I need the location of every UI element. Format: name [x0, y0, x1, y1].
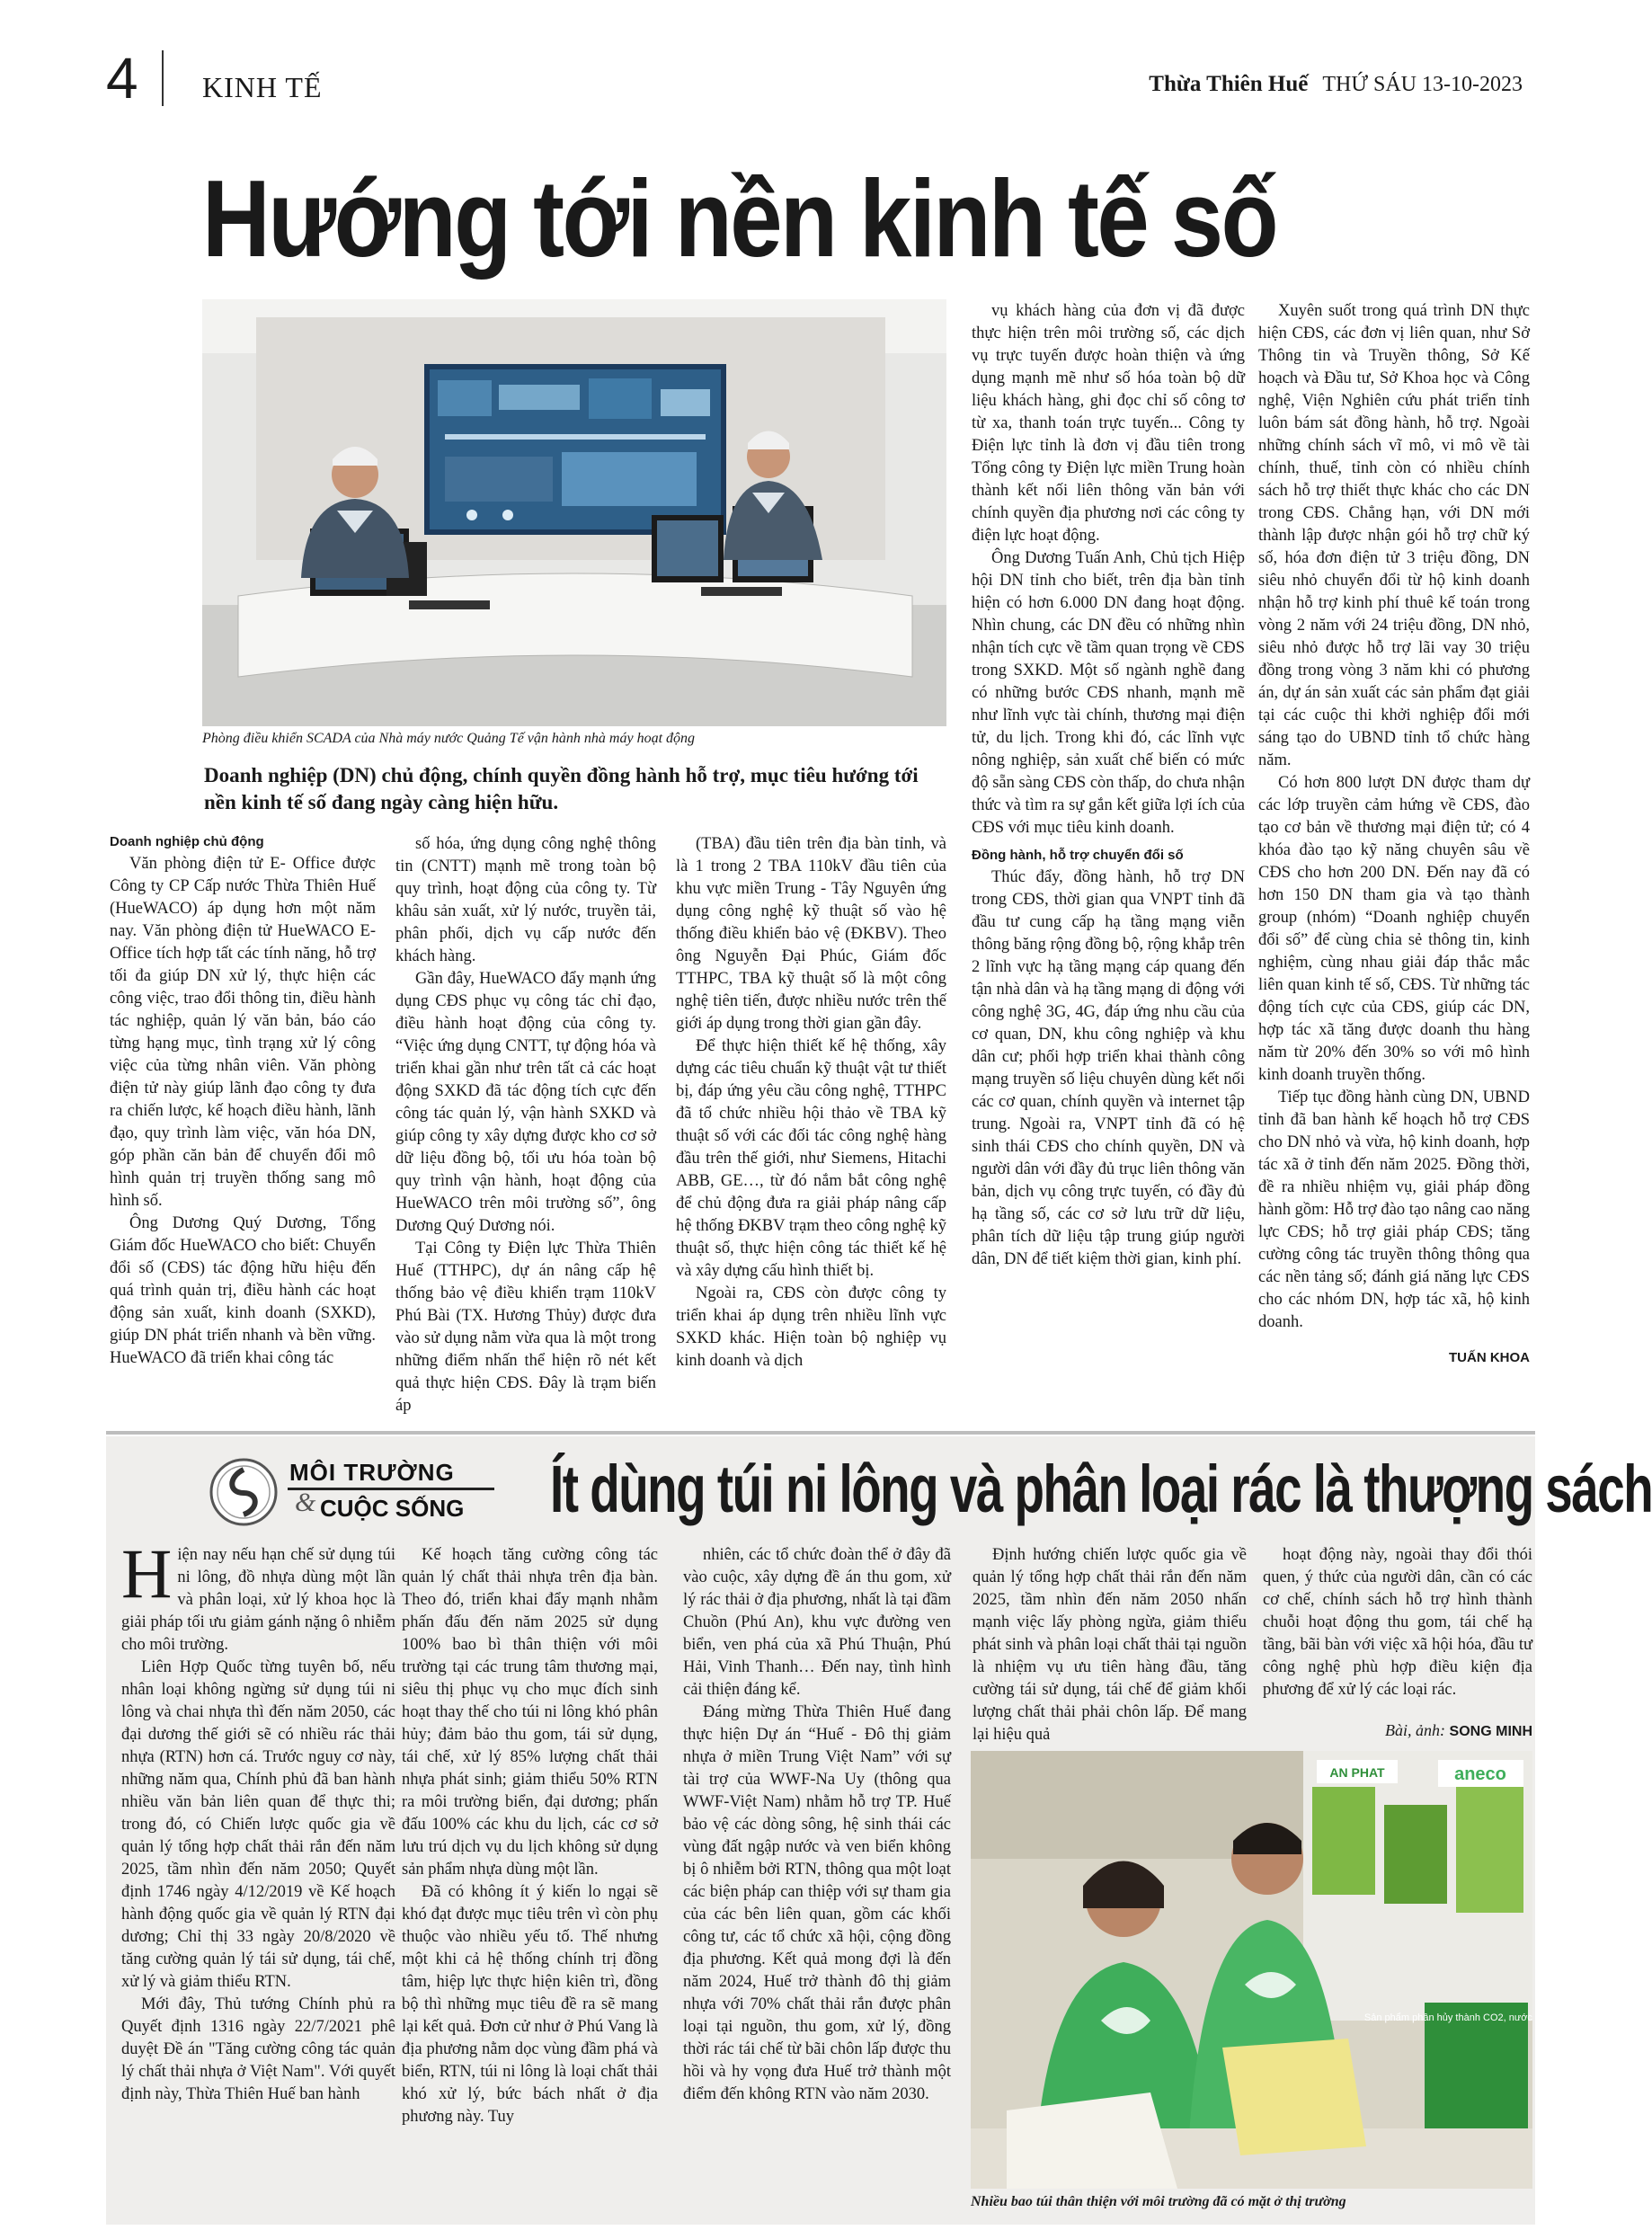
paragraph: nhiên, các tổ chức đoàn thể ở đây đã vào cuộc, xây dựng đề án thu gom, xử lý rác thải ở địa phương, nhất là tại đầm Chuồn (Phú An), khu vực đường ven biển, ven phá của xã Phú Thuận, Phú Hải, Vinh Thanh… Đến nay, tình hình cải thiện đáng kể. — [683, 1546, 951, 1699]
paragraph: Kế hoạch tăng cường công tác quản lý chất thải nhựa trên địa bàn. Theo đó, triển khai đẩy mạnh nhằm phấn đấu đến năm 2025 sử dụng 100% bao bì thân thiện với môi trường tại các trung tâm thương mại, siêu thị phục vụ cho mục đích sinh hoạt thay thế cho túi ni lông khó phân hủy; đảm bảo thu gom, tái sử dụng, tái chế, xử lý 85% lượng chất thải nhựa phát sinh; giảm thiểu 50% RTN ra môi trường biển, đại dương; phấn đấu 100% các khu du lịch, các cơ sở lưu trú dịch vụ du lịch không sử dụng sản phẩm nhựa dùng một lần. — [402, 1546, 658, 1879]
paragraph: Để thực hiện thiết kế hệ thống, xây dựng các tiêu chuẩn kỹ thuật vật tư thiết bị, đáp ứng yêu cầu công nghệ, TTHPC đã tổ chức nhiều hội thảo về TBA kỹ thuật số với các đối tác công nghệ hàng đầu trên thế giới, như Siemens, Hitachi ABB, GE…, từ đó nắm bắt công nghệ để chủ động đưa ra giải pháp nâng cấp hệ thống ĐKBV trạm theo công nghệ kỹ thuật số, thực hiện công tác thiết kế hệ và xây dựng cấu hình thiết bị. — [676, 1037, 946, 1280]
feature-headline: Ít dùng túi ni lông và phân loại rác là thượng sách — [550, 1452, 1652, 1526]
article-column-1 — [110, 833, 376, 1370]
paragraph: vụ khách hàng của đơn vị đã được thực hiện trên môi trường số, các dịch vụ trực tuyến được hoàn thiện và ứng dụng mạnh mẽ như số hóa toàn bộ dữ liệu khách hàng, ghi đọc chỉ số công tơ từ xa, thanh toán trực tuyến... Công ty Điện lực tỉnh là đơn vị đầu tiên trong Tổng công ty Điện lực miền Trung hoàn thành kết nối liên thông văn bản với chính quyền địa phương nơi các công ty điện lực hoạt động. — [972, 302, 1245, 545]
drop-cap: H — [121, 1534, 173, 1613]
banner-text — [1364, 2012, 1587, 2023]
feature-column-5 — [1263, 1544, 1532, 1701]
article-column-4 — [972, 300, 1245, 1271]
feature-column-1 — [121, 1534, 395, 2106]
feature-column-4 — [973, 1544, 1247, 1746]
paragraph: Thúc đẩy, đồng hành, hỗ trợ DN trong CĐS, thời gian qua VNPT tỉnh đã đầu tư cung cấp hạ tầng mạng viễn thông băng rộng đồng bộ, rộng khắp trên 2 lĩnh vực hạ tầng mạng cáp quang đến tận nhà dân và hạ tầng mạng di động với công nghệ 3G, 4G, đáp ứng nhu cầu của cơ quan, DN, khu công nghiệp và khu dân cư; phối hợp triển khai thành công mạng truyền số liệu chuyên dùng kết nối các cơ quan, chính quyền và internet tập trung. Ngoài ra, VNPT tỉnh đã có hệ sinh thái CĐS cho chính quyền, DN và người dân với đầy đủ trục liên thông văn bản, dịch vụ công trực tuyến, có đầy đủ hạ tầng số, các cơ sở lưu trữ dữ liệu, phân tích dữ liệu tập trung giúp người dân, DN để tiết kiệm thời gian, kinh phí. — [972, 868, 1245, 1268]
subheading: Doanh nghiệp chủ động — [110, 834, 264, 849]
section-label: KINH TẾ — [202, 71, 323, 103]
paragraph: Đã có không ít ý kiến lo ngại sẽ khó đạt được mục tiêu trên vì còn phụ thuộc vào nhiều yếu tố. Thế nhưng một khi cả hệ thống chính trị đồng tâm, hiệp lực thực hiện kiên trì, đồng bộ thì những mục tiêu đề ra sẽ mang lại kết quả. Đơn cử như ở Phú Vang là địa phương nằm dọc vùng đầm phá và biển, RTN, túi ni lông là loại chất thải khó xử lý, bức bách nhất ở địa phương này. Tuy — [402, 1883, 658, 2126]
paragraph: Xuyên suốt trong quá trình DN thực hiện CĐS, các đơn vị liên quan, như Sở Thông tin và Truyền thông, Sở Kế hoạch và Đầu tư, Sở Khoa học và Công nghệ, Viện Nghiên cứu phát triển tỉnh luôn bám sát đồng hành, hỗ trợ. Ngoài những chính sách vĩ mô, vi mô về tài chính, thuế, tỉnh còn có nhiều chính sách hỗ trợ thiết thực khác cho các DN trong CĐS. Chẳng hạn, với DN mới thành lập được nhận gói hỗ trợ chữ ký số, hóa đơn điện tử 3 triệu đồng, DN siêu nhỏ chuyển đổi từ hộ kinh doanh nhận hỗ trợ kinh phí thuê kế toán trong vòng 2 năm với 24 triệu đồng, DN nhỏ, siêu nhỏ được hỗ trợ lãi vay 30 triệu đồng trong vòng 3 năm khi có phương án, dự án sản xuất các sản phẩm đạt giải tại các cuộc thi khởi nghiệp đổi mới sáng tạo do UBND tỉnh tổ chức hàng năm. — [1258, 302, 1530, 769]
photo-credit — [1263, 1721, 1532, 1740]
paragraph: Ông Dương Tuấn Anh, Chủ tịch Hiệp hội DN tỉnh cho biết, trên địa bàn tỉnh hiện có hơn 6.000 DN đang hoạt động. Nhìn chung, các DN đều có những nhìn nhận tích cực về tầm quan trọng về CĐS trong SXKD. Một số ngành nghề đang có những bước CĐS nhanh, mạnh mẽ như lĩnh vực tài chính, thương mại điện tử, du lịch. Trong khi đó, các lĩnh vực nông nghiệp, sản xuất chế biến có mức độ sẵn sàng CĐS còn thấp, do chưa nhận thức và tìm ra sự gắn kết giữa lợi ích của CĐS với mục tiêu kinh doanh. — [972, 549, 1245, 837]
rubric-ampersand: & — [295, 1488, 316, 1517]
paragraph: số hóa, ứng dụng công nghệ thông tin (CNTT) mạnh mẽ trong toàn bộ quy trình, hoạt động của công ty. Từ khâu sản xuất, xử lý nước, truyền tải, phân phối, dịch vụ cấp nước đến khách hàng. — [395, 835, 656, 965]
banner-text-line: Sản phẩm phân hủy thành CO2, nước và sinh khối — [1363, 2012, 1588, 2023]
article-column-2 — [395, 833, 656, 1417]
credit-name: SONG MINH — [1449, 1724, 1532, 1739]
main-headline: Hướng tới nền kinh tế số — [202, 157, 1276, 280]
paragraph — [121, 1534, 395, 1657]
header-divider — [162, 50, 164, 106]
issue-date: THỨ SÁU 13-10-2023 — [1322, 73, 1523, 96]
paragraph: Có hơn 800 lượt DN được tham dự các lớp truyền cảm hứng về CĐS, đào tạo cơ bản về thương mại điện tử; có 4 khóa đào tạo kỹ năng chuyên sâu về CĐS cho hơn 200 DN. Đến nay đã có hơn 150 DN tham gia và tạo thành group (nhóm) “Doanh nghiệp chuyển đổi số” để cùng chia sẻ thông tin, kinh nghiệm, cùng nhau giải đáp thắc mắc liên quan kinh tế số, CĐS. Từ những tác động tích cực của CĐS, giúp các DN, hợp tác xã tăng được doanh thu hàng năm từ 20% đến 30% so với mô hình kinh doanh truyền thống. — [1258, 774, 1530, 1084]
paragraph: Mới đây, Thủ tướng Chính phủ ra Quyết định 1316 ngày 22/7/2021 phê duyệt Đề án "Tăng cường công tác quản lý chất thải nhựa ở Việt Nam". Với quyết định này, Thừa Thiên Huế ban hành — [121, 1995, 395, 2103]
publication-name: Thừa Thiên Huế — [1149, 72, 1309, 96]
lead-paragraph: Doanh nghiệp (DN) chủ động, chính quyền đồng hành hỗ trợ, mục tiêu hướng tới nền kinh tế số đang ngày càng hiện hữu. — [204, 764, 919, 813]
rubric-divider — [288, 1488, 494, 1490]
feature-column-3 — [683, 1544, 951, 2106]
paragraph: Văn phòng điện tử E- Office được Công ty CP Cấp nước Thừa Thiên Huế (HueWACO) áp dụng hơn một năm nay. Văn phòng điện tử HueWACO E- Office tích hợp tất các tính năng, hỗ trợ tối đa giúp DN xử lý, thực hiện các công việc, trao đổi thông tin, điều hành tác nghiệp, quản lý văn bản, báo cáo từng hạng mục, tình trạng xử lý công việc của từng nhân viên. Văn phòng điện tử này giúp lãnh đạo công ty đưa ra chiến lược, kế hoạch điều hành, lãnh đạo, quy trình làm việc, văn hóa DN, góp phần căn bản để chuyển đổi mô hình quản trị truyền thống sang mô hình số. — [110, 855, 376, 1210]
paragraph: Ngoài ra, CĐS còn được công ty triển khai áp dụng trên nhiều lĩnh vực SXKD khác. Hiện toàn bộ nghiệp vụ kinh doanh và dịch — [676, 1284, 946, 1370]
article-column-3 — [676, 833, 946, 1373]
paragraph: Liên Hợp Quốc từng tuyên bố, nếu nhân loại không ngừng sử dụng túi ni lông và chai nhựa thì đến năm 2050, các đại dương thế giới sẽ có nhiều rác thải nhựa (RTN) hơn cá. Trước nguy cơ này, những năm qua, Chính phủ đã ban hành nhiều văn bản liên quan để thực thi; trong đó, có Chiến lược quốc gia về quản lý tổng hợp chất thải rắn đến năm 2025, tầm nhìn đến năm 2050; Quyết định 1746 ngày 4/12/2019 về Kế hoạch hành động quốc gia về quản lý RTN đại dương; Chỉ thị 33 ngày 20/8/2020 về tăng cường quản lý tái sử dụng, tái chế, xử lý và giảm thiểu RTN. — [121, 1658, 395, 1991]
paragraph: (TBA) đầu tiên trên địa bàn tỉnh, và là 1 trong 2 TBA 110kV đầu tiên của khu vực miền Trung - Tây Nguyên ứng dụng công nghệ kỹ thuật số vào hệ thống điều khiển bảo vệ (ĐKBV). Theo ông Nguyễn Đại Phúc, Giám đốc TTHPC, TBA kỹ thuật số là một công nghệ tiên tiến, được nhiều nước trên thế giới áp dụng trong thời gian gần đây. — [676, 835, 946, 1033]
brand-label-anphat: AN PHAT — [1329, 1765, 1385, 1780]
section-divider — [106, 1431, 1535, 1435]
photo-caption: Phòng điều khiển SCADA của Nhà máy nước Quảng Tế vận hành nhà máy hoạt động — [202, 731, 696, 746]
paragraph: Tiếp tục đồng hành cùng DN, UBND tỉnh đã ban hành kế hoạch hỗ trợ CĐS cho DN nhỏ và vừa, hộ kinh doanh, hợp tác xã ở tỉnh đến năm 2025. Đồng thời, đề ra nhiều nhiệm vụ, giải pháp đồng hành gồm: Hỗ trợ đào tạo nâng cao năng lực CĐS; hỗ trợ giải pháp CĐS; tăng cường công tác truyền thông thông qua các nền tảng số; đánh giá năng lực CĐS cho các nhóm DN, hợp tác xã, hộ kinh doanh. — [1258, 1088, 1530, 1331]
article-column-5 — [1258, 300, 1530, 1369]
brand-label-aneco: aneco — [1454, 1764, 1506, 1784]
scada-control-room-photo — [202, 299, 946, 726]
rubric-logo — [209, 1452, 501, 1537]
eco-bags-shop-photo — [971, 1751, 1588, 2189]
paragraph: Định hướng chiến lược quốc gia về quản lý tổng hợp chất thải rắn đến năm 2025, tầm nhìn đến năm 2050 nhấn mạnh việc lấy phòng ngừa, giảm thiểu phát sinh và phân loại chất thải tại nguồn là nhiệm vụ ưu tiên hàng đầu, tăng cường tái sử dụng, tái chế để giảm khối lượng chất thải phải chôn lấp. Để mang lại hiệu quả — [973, 1546, 1247, 1744]
paragraph: Tại Công ty Điện lực Thừa Thiên Huế (TTHPC), dự án nâng cấp hệ thống bảo vệ điều khiển trạm 110kV Phú Bài (TX. Hương Thủy) được đưa vào sử dụng nằm vừa qua là một trong những điểm nhấn thể hiện rõ nét kết quả thực hiện CĐS. Đây là trạm biến áp — [395, 1239, 656, 1415]
feature-column-2 — [402, 1544, 658, 2128]
masthead-info — [1149, 72, 1523, 97]
paragraph: Gần đây, HueWACO đẩy mạnh ứng dụng CĐS phục vụ công tác chỉ đạo, điều hành hoạt động của công ty. “Việc ứng dụng CNTT, tự động hóa và triển khai gần như trên tất cả các hoạt động SXKD đã tác động tích cực đến công tác quản lý, vận hành SXKD và giúp công ty xây dựng được kho cơ sở dữ liệu đồng bộ, tối ưu hóa toàn bộ quy trình vận hành, hoạt động của HueWACO trên môi trường số”, ông Dương Quý Dương nói. — [395, 970, 656, 1235]
credit-label: Bài, ảnh: — [1385, 1721, 1446, 1739]
subheading: Đồng hành, hỗ trợ chuyển đổi số — [972, 848, 1184, 863]
paragraph-text: iện nay nếu hạn chế sử dụng túi ni lông, đồ nhựa dùng một lần và phân loại, xử lý khoa học là giải pháp tối ưu giảm gánh nặng ô nhiễm cho môi trường. — [121, 1546, 395, 1654]
paragraph: hoạt động này, ngoài thay đổi thói quen, ý thức của người dân, cần có các cơ chế, chính sách hỗ trợ hình thành chuỗi hoạt động thu gom, tái chế hạ tầng, bãi bàn với việc xã hội hóa, đầu tư công nghệ phù hợp điều kiện địa phương để xử lý các loại rác. — [1263, 1546, 1532, 1699]
rubric-title-line2: CUỘC SỐNG — [320, 1495, 465, 1522]
byline: TUẤN KHOA — [1449, 1350, 1530, 1365]
page-number: 4 — [106, 46, 138, 111]
paragraph: Ông Dương Quý Dương, Tổng Giám đốc HueWACO cho biết: Chuyển đổi số (CĐS) tác động hữu hiệu đến quá trình quản trị, điều hành các hoạt động sản xuất, kinh doanh (SXKD), giúp DN phát triển nhanh và bền vững. HueWACO đã triển khai công tác — [110, 1214, 376, 1367]
rubric-title-line1: MÔI TRƯỜNG — [289, 1459, 455, 1486]
feature-photo-caption: Nhiều bao túi thân thiện với môi trường đã có mặt ở thị trường — [971, 2194, 1346, 2209]
environment-emblem-icon — [209, 1457, 279, 1527]
paragraph: Đáng mừng Thừa Thiên Huế đang thực hiện Dự án “Huế - Đô thị giảm nhựa ở miền Trung Việt Nam” với sự tài trợ của WWF-Na Uy (thông qua WWF-Việt Nam) nhằm hỗ trợ TP. Huế bảo vệ các dòng sông, hệ sinh thái các vùng đất ngập nước và ven biển không bị ô nhiễm bởi RTN, thông qua một loạt các biện pháp can thiệp với sự tham gia của các bên liên quan, gồm các khối công tư, các tổ chức xã hội, cộng đồng địa phương. Kết quả mong đợi là đến năm 2024, Huế trở thành đô thị giảm nhựa với 70% chất thải rắn được phân loại tại nguồn, thu gom, xử lý, đồng thời rác tái chế từ bãi chôn lấp được thu hồi và hy vọng đưa Huế trở thành một điểm đến không RTN vào năm 2030. — [683, 1703, 951, 2103]
